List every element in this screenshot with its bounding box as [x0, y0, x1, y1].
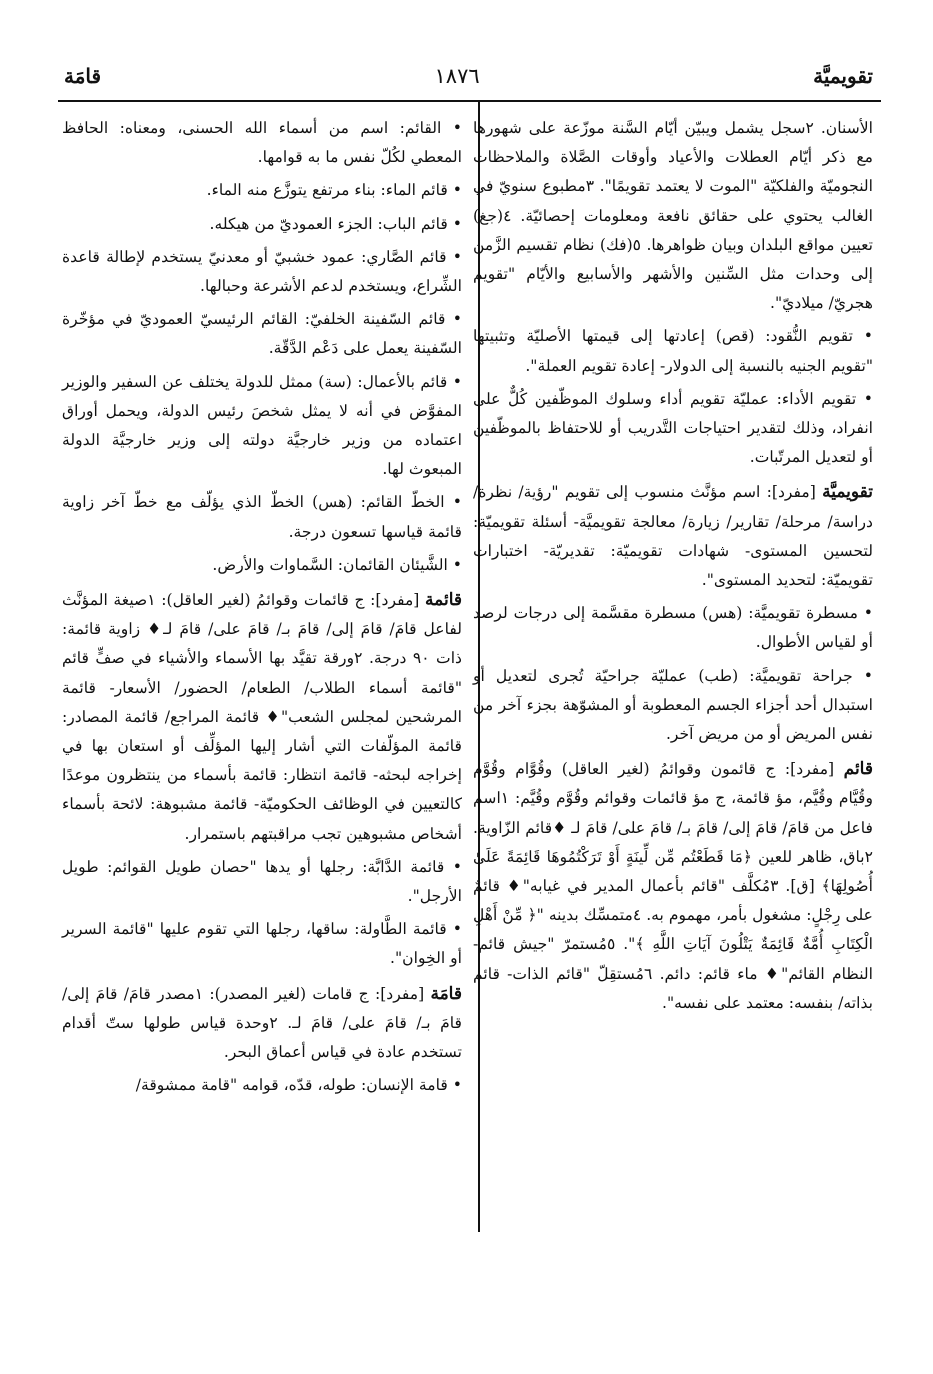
- entry-paragraph: • قامة الإنسان: طوله، قدّه، قوامه "قامة ممشوقة/: [135, 1076, 462, 1095]
- entry-paragraph: • قائم الصَّاري: عمود خشبيّ أو معدنيّ يستخدم لإطالة قاعدة الشِّراع، ويستخدم لدعم الأشرعة وحبالها.: [62, 247, 462, 296]
- entry-paragraph: • قائم السّفينة الخلفيّ: القائم الرئيسيّ العموديّ في مؤخّرة السّفينة يعمل على دَعْم الدَّقّة.: [62, 310, 462, 358]
- page-number: ١٨٧٦: [434, 64, 480, 88]
- headword-entry: تقويميَّة [مفرد]: اسم مؤنَّث منسوب إلى تقويم "رؤية/ نظرة/ دراسة/ مرحلة/ تقارير/ زيارة/ معالجة تقويميَّة- أسئلة تقويميّة: لتحسين المستوى- شهادات تقويميّة: تقديريّة- اختبارات تقويميّة: لتحديد المستوى".: [473, 482, 873, 590]
- entry-paragraph: • جراحة تقويميَّة: (طب) عمليّة جراحيّة تُجرى لتعديل أو استبدال أحد أجزاء الجسم المعطوبة أو المشوّهة بجزء آخر من نفس المريض أو من مريض آخر.: [473, 666, 873, 744]
- headword-entry: قائمة [مفرد]: ج قائمات وقوائمُ (لغير العاقل): ١صيغة المؤنَّث لفاعل قامَ/ قامَ إلى/ قامَ بـ/ قامَ على/ قامَ لـ♦ زاوية قائمة: ذات ٩٠ درجة. ٢ورقة تقيَّد بها الأسماء والأشياء في صفٍّ قائم "قائمة أسماء الطلاب/ الطعام/ الحضور/ الأسعار- قائمة المرشحين لمجلس الشعب"♦ قائمة المراجع/ قائمة المصادر: قائمة المؤلّفات التي أشار إليها المؤلِّف أو استعان بها في إخراجه لبحثه- قائمة انتظار: قائمة بأسماء من ينتظرون موعدًا كالتعيين في الوظائف الحكوميّة- قائمة مشبوهة: لائحة بأسماء أشخاص مشبوهين تجب مراقبتهم باستمرار.: [62, 590, 462, 843]
- headword: تقويميَّة: [822, 482, 873, 503]
- right-column: [473, 114, 873, 1022]
- headword-entry: قامَة [مفرد]: ج قامات (لغير المصدر): ١مصدر قامَ/ قامَ إلى/ قامَ بـ/ قامَ على/ قامَ لـ. ٢وحدة قياس طولها ستّ أقدام تستخدم عادة في قياس أعماق البحر.: [62, 983, 462, 1062]
- headword: قائمة: [425, 590, 462, 611]
- entry-paragraph: • القائم: اسم من أسماء الله الحسنى، ومعناه: الحافظ المعطي لكُلّ نفس ما به قوامها.: [62, 119, 462, 167]
- entry-paragraph: • قائم الباب: الجزء العموديّ من هيكله.: [209, 214, 462, 233]
- entry-paragraph: • قائم بالأعمال: (سة) ممثل للدولة يختلف عن السفير والوزير المفوَّض في أنه لا يمثل شخصَ رئيس الدولة، ويحمل أوراق اعتماده من وزير خارجيَّة دولته إلى وزير خارجيَّة الدولة المبعوث لها.: [62, 372, 462, 479]
- headword: قامَة: [430, 983, 462, 1004]
- header-divider: [58, 100, 881, 102]
- left-column: [62, 114, 462, 1105]
- entry-paragraph: • قائمة الدَّابَّة: رجلها أو يدها "حصان طويل القوائم: طويل الأرجل".: [62, 857, 462, 906]
- entry-paragraph: • مسطرة تقويميَّة: (هس) مسطرة مقسَّمة إلى درجات لرصد أو لقياس الأطوال.: [473, 604, 873, 652]
- entry-paragraph: الأسنان. ٢سجل يشمل ويبيّن أيّام السَّنة موزّعة على شهورها مع ذكر أيّام العطلات والأعياد وأوقات الصَّلاة والملاحظات النجوميّة والفلكيّة "الموت لا يعتمد تقويمًا". ٣مطبوع سنويّ في الغالب يحتوي على حقائق نافعة ومعلومات إحصائيّة. ٤(جغ) تعيين مواقع البلدان وبيان ظواهرها. ٥(فك) نظام تقسيم الزَّمن إلى وحدات مثل السِّنين والأشهر والأسابيع والأيّام "تقويم هجريّ/ ميلاديّ".: [473, 119, 874, 313]
- entry-paragraph: • قائم الماء: بناء مرتفع يتوزَّع منه الماء.: [206, 181, 462, 200]
- entry-paragraph: • الخطّ القائم: (هس) الخطّ الذي يؤلّف مع خطّ آخر زاوية قائمة قياسها تسعون درجة.: [62, 493, 462, 541]
- page-header: [64, 58, 873, 94]
- entry-paragraph: • تقويم الأداء: عمليّة تقويم أداء وسلوك الموظّفين كُلٌّ على انفراد، وذلك لتقدير احتياجات التَّدريب أو للاحتفاظ بالموظّفين أو لتعديل المرتّبات.: [473, 389, 873, 467]
- header-left-word: قامَة: [64, 64, 102, 88]
- entry-paragraph: • الشَّيئان القائمان: السَّماوات والأرض.: [212, 555, 462, 574]
- entry-paragraph: • تقويم النُّقود: (قص) إعادتها إلى قيمتها الأصليّة وتثبيتها "تقويم الجنيه بالنسبة إلى الدولار- إعادة تقويم العملة".: [473, 327, 873, 375]
- header-right-word: تقويميَّة: [813, 64, 873, 88]
- headword: قائم: [843, 759, 873, 780]
- headword-entry: قائم [مفرد]: ج قائمون وقوائمُ (لغير العاقل) وقُوَّام وقُوَّم وقُيَّام وقُيَّم، مؤ قائمة، ج مؤ قائمات وقوائم وقُوَّم وقُيَّم: ١اسم فاعل من قامَ/ قامَ إلى/ قامَ بـ/ قامَ على/ قامَ لـ ♦قائم الزّاوية. ٢باق، ظاهر للعين ﴿مَا قَطَعْتُم مِّن لِّينَةٍ أَوْ تَرَكْتُمُوهَا قَائِمَةً عَلَىٰ أُصُولِهَا﴾ [ق]. ٣مُكلَّف "قائم بأعمال المدير في غيابه"♦ قائمٌ على رِجْلٍ: مشغول بأمر، مهموم به. ٤متمسِّك بدينه "﴿ مِّنْ أَهْلِ الْكِتَابِ أُمَّةٌ قَائِمَةٌ يَتْلُونَ آيَاتِ اللَّهِ ﴾". ٥مُستمرّ "جيش قائم- النظام القائم"♦ ماء قائم: دائم. ٦مُستقِلّ "قائم الذات- قائم بذاته/ بنفسه: معتمد على نفسه".: [473, 759, 873, 1012]
- entry-paragraph: • قائمة الطَّاولة: ساقها، رجلها التي تقوم عليها "قائمة السرير أو الخِوان".: [62, 920, 462, 968]
